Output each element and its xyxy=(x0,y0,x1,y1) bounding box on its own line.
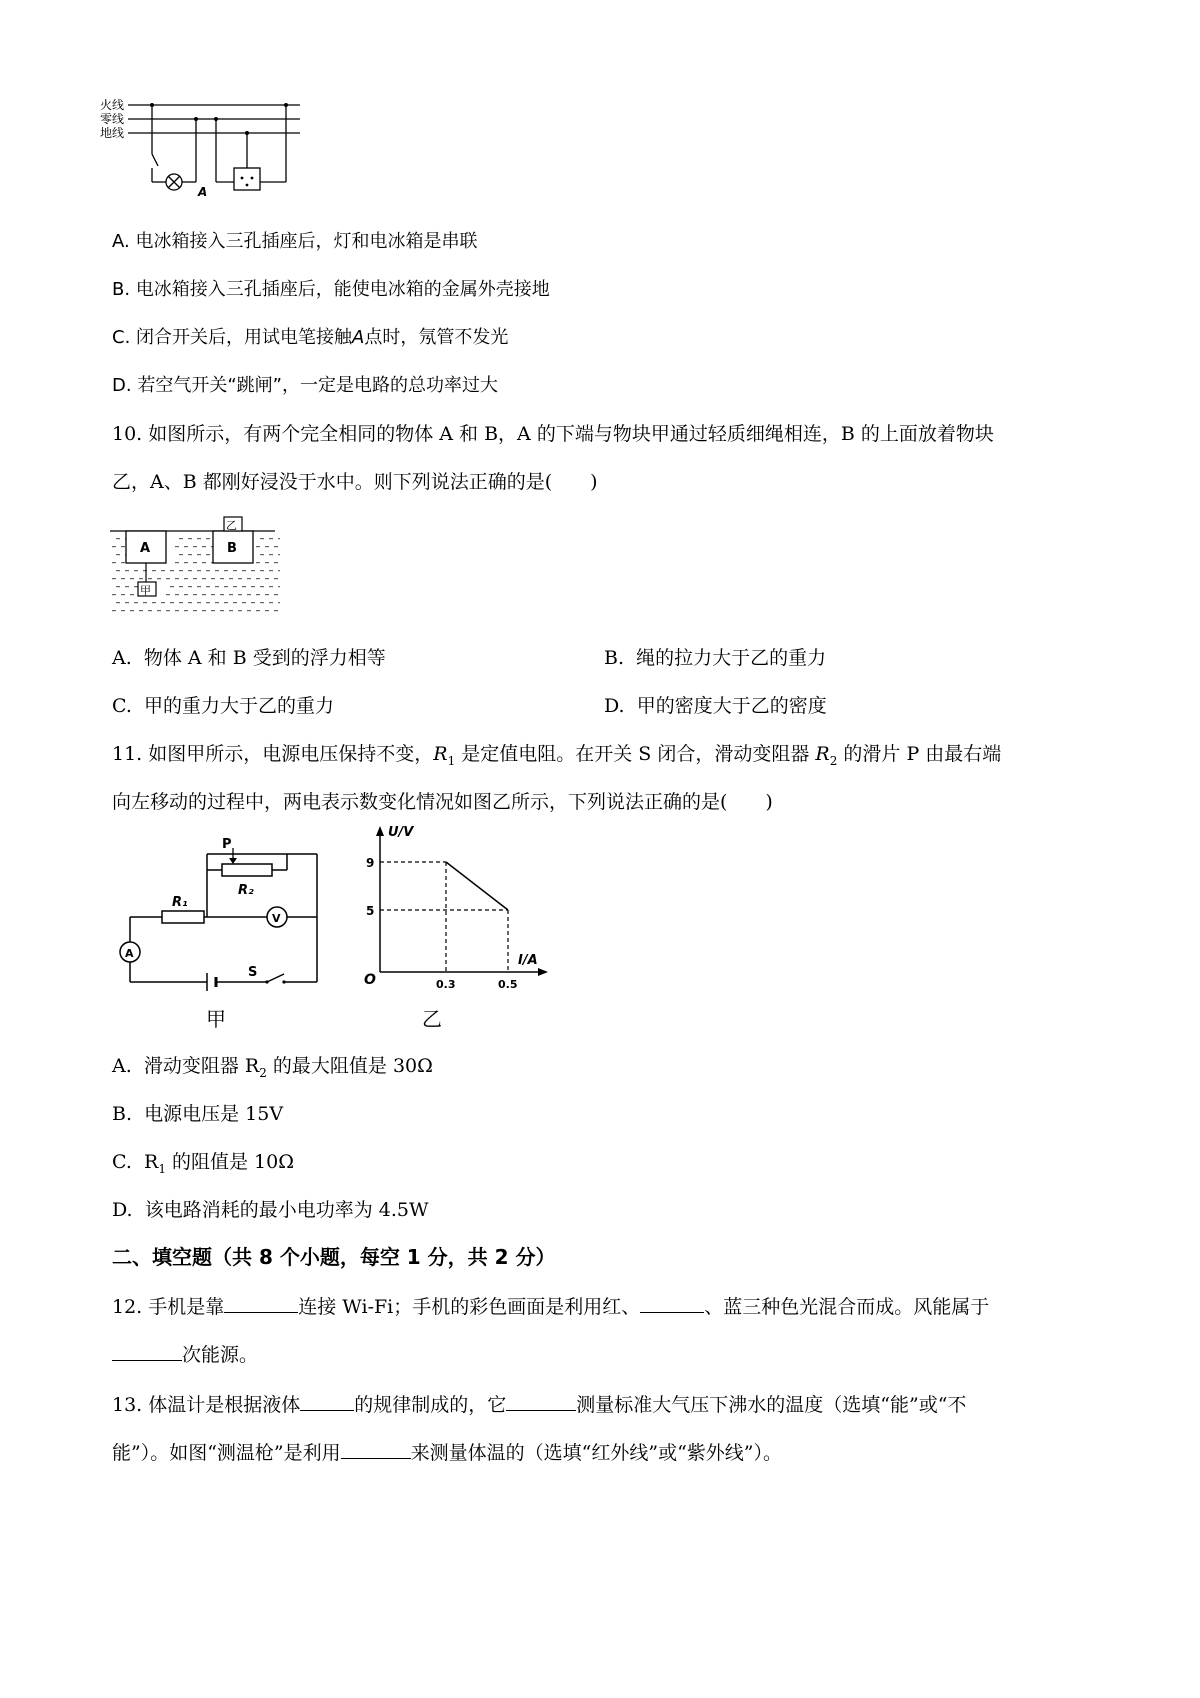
origin-label: O xyxy=(364,972,376,988)
switch-s-label: S xyxy=(248,965,258,980)
q10-option-d: D. 甲的密度大于乙的密度 xyxy=(604,695,827,717)
object-b-label: B xyxy=(227,541,237,556)
x-tick-0-3: 0.3 xyxy=(436,978,456,991)
ground-wire-label: 地线 xyxy=(100,126,125,140)
q9-option-a: A. 电冰箱接入三孔插座后，灯和电冰箱是串联 xyxy=(112,231,478,252)
object-a-label: A xyxy=(140,541,151,556)
q9-option-b: B. 电冰箱接入三孔插座后，能使电冰箱的金属外壳接地 xyxy=(112,279,550,300)
q11-option-d: D. 该电路消耗的最小电功率为 4.5W xyxy=(112,1199,429,1221)
q13-line2: 能”）。如图“测温枪”是利用 来测量体温的（选填“红外线”或“紫外线”）。 xyxy=(112,1442,783,1464)
q11-option-a: A. 滑动变阻器 $R_2$ 的最大阻值是 30Ω xyxy=(112,1055,433,1080)
q11-option-c: C. $R_1$ 的阻值是 10Ω xyxy=(112,1151,294,1176)
block-yi-label: 乙 xyxy=(226,519,237,532)
ammeter-label: A xyxy=(125,947,134,960)
y-tick-9: 9 xyxy=(366,856,375,870)
r2-label: R₂ xyxy=(238,883,254,898)
r1-label: R₁ xyxy=(172,895,188,910)
q12-line1: 12. 手机是靠 连接 Wi-Fi；手机的彩色画面是利用红、 、蓝三种色光混合而成。风能属于 xyxy=(112,1296,990,1318)
q13-blank-1[interactable] xyxy=(300,1392,354,1411)
point-a-label: A xyxy=(198,185,208,199)
q12-blank-3[interactable] xyxy=(112,1342,182,1361)
x-axis-label: I/A xyxy=(518,953,538,968)
q12-blank-1[interactable] xyxy=(224,1294,298,1313)
q10-stem-line1: 10. 如图所示，有两个完全相同的物体 A 和 B，A 的下端与物块甲通过轻质细绳相连，B 的上面放着物块 xyxy=(112,423,994,445)
block-jia-label: 甲 xyxy=(140,584,151,597)
buoyancy-figure xyxy=(110,514,280,614)
q11-option-b: B. 电源电压是 15V xyxy=(112,1103,284,1125)
y-axis-label: U/V xyxy=(388,825,414,840)
q10-stem-line2: 乙，A、B 都刚好浸没于水中。则下列说法正确的是( ) xyxy=(112,471,598,493)
graph-caption: 乙 xyxy=(422,1007,442,1031)
section-2-heading: 二、填空题（共 8 个小题，每空 1 分，共 2 分） xyxy=(112,1245,556,1269)
q11-stem-line1: 11. 如图甲所示，电源电压保持不变，$R_1$ 是定值电阻。在开关 S 闭合，滑动变阻器 $R_2$ 的滑片 P 由最右端 xyxy=(112,743,1002,768)
voltmeter-label: V xyxy=(272,912,281,925)
circuit-jia-figure xyxy=(112,832,332,1032)
circuit-caption: 甲 xyxy=(206,1007,226,1031)
q9-option-c: C. 闭合开关后，用试电笔接触A点时，氖管不发光 xyxy=(112,327,509,348)
q10-option-b: B. 绳的拉力大于乙的重力 xyxy=(604,647,827,669)
graph-yi-figure xyxy=(356,822,556,1032)
q13-blank-3[interactable] xyxy=(341,1440,411,1459)
q12-line2: 次能源。 xyxy=(112,1342,258,1367)
q10-option-c: C. 甲的重力大于乙的重力 xyxy=(112,695,335,717)
slider-p-label: P xyxy=(222,837,232,852)
neutral-wire-label: 零线 xyxy=(100,112,125,126)
y-tick-5: 5 xyxy=(366,904,375,918)
x-tick-0-5: 0.5 xyxy=(498,978,518,991)
q10-option-a: A. 物体 A 和 B 受到的浮力相等 xyxy=(112,647,386,669)
q11-stem-line2: 向左移动的过程中，两电表示数变化情况如图乙所示，下列说法正确的是( ) xyxy=(112,791,773,813)
q12-blank-2[interactable] xyxy=(640,1294,704,1313)
household-circuit-figure xyxy=(100,98,340,208)
live-wire-label: 火线 xyxy=(100,98,125,112)
q9-option-d: D. 若空气开关“跳闸”，一定是电路的总功率过大 xyxy=(112,375,498,396)
q13-blank-2[interactable] xyxy=(506,1392,576,1411)
q13-line1: 13. 体温计是根据液体 的规律制成的，它 测量标准大气压下沸水的温度（选填“能”或“不 xyxy=(112,1394,967,1416)
